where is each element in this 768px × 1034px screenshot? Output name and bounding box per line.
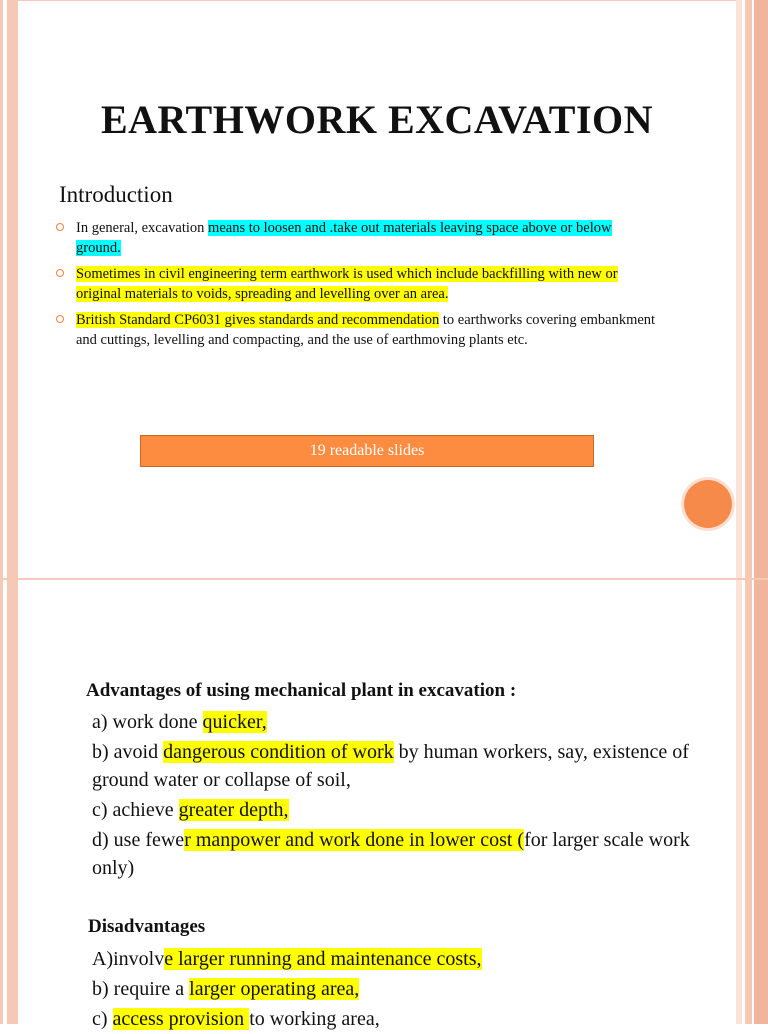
item-text: to working area, <box>249 1008 380 1030</box>
slide-title: EARTHWORK EXCAVATION <box>100 97 654 142</box>
advantage-item <box>92 826 692 882</box>
readable-slides-banner[interactable]: 19 readable slides <box>140 435 594 467</box>
item-highlight: dangerous condition of work <box>163 741 394 763</box>
bullet-highlight: British Standard CP6031 gives standards and recommendation <box>76 312 440 328</box>
slide-divider <box>0 578 768 580</box>
item-highlight: larger operating area, <box>189 978 360 1000</box>
item-highlight: r manpower and work done in lower cost ( <box>184 829 525 851</box>
bullet-text: In general, excavation <box>76 220 209 236</box>
disadvantages-heading: Disadvantages <box>88 916 206 937</box>
bullet-circle-icon <box>56 223 64 231</box>
disadvantages-list <box>92 944 692 1034</box>
item-highlight: access provision <box>112 1008 250 1030</box>
bullet-item <box>56 218 656 258</box>
item-text: b) require a <box>92 978 190 1000</box>
item-text: a) work done <box>92 711 203 733</box>
intro-bullet-list <box>56 218 656 356</box>
bullet-circle-icon <box>56 269 64 277</box>
intro-heading: Introduction <box>59 182 173 207</box>
bullet-highlight: Sometimes in civil engineering term earthwork is used which include backfilling with new or original materials to voids, spreading and levelling over an area. <box>76 266 618 302</box>
left-decorative-border <box>0 0 18 1024</box>
item-text: c) <box>92 1008 113 1030</box>
disadvantage-item <box>92 1004 692 1034</box>
advantage-item <box>92 796 692 824</box>
bullet-item <box>56 310 656 350</box>
right-decorative-border <box>736 0 768 1024</box>
advantage-item <box>92 738 692 794</box>
advantages-heading: Advantages of using mechanical plant in excavation : <box>86 680 517 701</box>
bullet-text: to earthworks covering embankment and cuttings, levelling and compacting, and the use of earthmoving plants etc. <box>76 312 656 348</box>
item-text: b) avoid <box>92 741 164 763</box>
item-highlight: greater depth, <box>178 799 289 821</box>
item-text: for larger scale work only) <box>92 829 690 879</box>
advantages-list <box>92 708 692 884</box>
item-text: A)involv <box>92 948 165 970</box>
item-text: d) use fewe <box>92 829 185 851</box>
item-highlight: quicker, <box>202 711 267 733</box>
bullet-item <box>56 264 656 304</box>
top-rule <box>18 0 736 1</box>
item-text: c) achieve <box>92 799 179 821</box>
disadvantage-item <box>92 944 692 974</box>
disadvantage-item <box>92 974 692 1004</box>
bullet-highlight: means to loosen and .take out materials leaving space above or below ground. <box>76 220 612 256</box>
item-highlight: e larger running and maintenance costs, <box>164 948 482 970</box>
orange-circle-icon <box>684 480 732 528</box>
advantage-item <box>92 708 692 736</box>
item-text: by human workers, say, existence of ground water or collapse of soil, <box>92 741 689 791</box>
bullet-circle-icon <box>56 315 64 323</box>
